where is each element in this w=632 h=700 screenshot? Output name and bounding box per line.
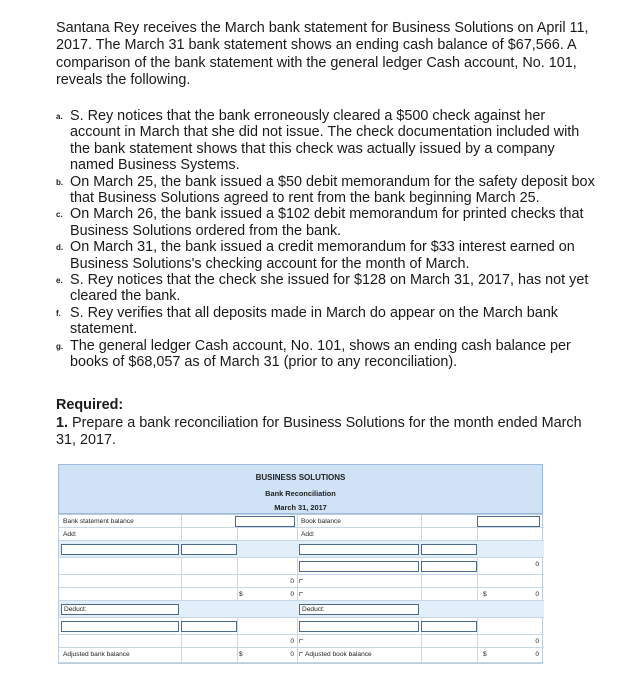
book-adjusted-currency: $ [483,651,487,658]
worksheet-row [59,648,544,663]
book-deduct-total-value: 0 [535,638,539,645]
book-add-amount-input[interactable] [421,561,477,572]
adjusted-bank-balance-label: Adjusted bank balance [63,651,130,658]
item-letter: a. [56,112,63,121]
worksheet-date: March 31, 2017 [274,503,327,512]
book-add-label: Add: [301,531,315,538]
problem-intro: Santana Rey receives the March bank statement for Business Solutions on April 11, 2017. The March 31 bank statement shows an ending cash balance of $67,566. A comparison of the bank statement with the general ledger Cash account, No. 101, reveals the following. [56,20,589,89]
book-deduct-description-input[interactable] [299,621,419,632]
tick-mark [299,639,303,643]
bank-deduct-description-input[interactable] [61,621,179,632]
book-add-description-input[interactable] [299,561,419,572]
bank-deduct-total-value: 0 [290,638,294,645]
item-letter: d. [56,243,64,253]
item-letter: e. [56,276,63,286]
book-subtotal-value: 0 [535,591,539,598]
bank-deduct-amount-input[interactable] [181,621,237,632]
item-text: On March 26, the bank issued a $102 debit memorandum for printed checks that Business Solutions ordered from the bank. [70,206,584,239]
adjusted-book-balance-label: Adjusted book balance [305,651,372,658]
list-item [56,305,596,338]
book-add-amount-input[interactable] [421,544,477,555]
worksheet-row [59,558,544,575]
problem-items-list [56,108,596,371]
book-balance-input[interactable] [477,516,540,527]
required-question [56,415,596,449]
bank-adjusted-currency: $ [239,651,243,658]
item-text: On March 25, the bank issued a $50 debit memorandum for the safety deposit box that Business Solutions agreed to rent from the bank beginning March 25. [70,173,595,207]
worksheet-grid [58,514,543,664]
list-item [56,108,596,174]
worksheet-row [59,618,544,635]
book-deduct-label: Deduct: [302,606,325,613]
tick-mark [299,652,303,656]
item-letter: g. [56,341,64,351]
worksheet-row [59,601,544,618]
item-text: S. Rey verifies that all deposits made in March do appear on the March bank statement. [70,304,558,338]
item-letter: b. [56,177,64,187]
bank-mid-value: 0 [290,591,294,598]
worksheet-row [59,588,544,601]
required-number: 1. [56,415,69,431]
required-heading: Required: [56,397,124,413]
bank-add-label: Add: [63,531,77,538]
bank-balance-input[interactable] [235,516,295,527]
tick-mark [299,592,303,596]
adjusted-book-balance-value: 0 [535,651,539,658]
list-item [56,206,596,239]
list-item [56,174,596,207]
worksheet-subtitle: Bank Reconciliation [265,489,336,498]
worksheet-row [59,635,544,648]
item-letter: c. [56,210,63,220]
worksheet-row [59,515,544,528]
bank-balance-label: Bank statement balance [63,518,134,525]
item-text: S. Rey notices that the check she issued for $128 on March 31, 2017, has not yet cleared the bank. [70,272,589,305]
list-item [56,239,596,272]
book-add-total-value: 0 [535,561,539,568]
bank-currency: $ [239,591,243,598]
worksheet-header [58,464,543,514]
book-add-description-input[interactable] [299,544,419,555]
bank-add-amount-input[interactable] [181,544,237,555]
bank-subtotal-value: 0 [290,578,294,585]
book-deduct-amount-input[interactable] [421,621,477,632]
book-balance-label: Book balance [301,518,341,525]
worksheet-row [59,541,544,558]
list-item [56,338,596,371]
item-text: The general ledger Cash account, No. 101, shows an ending cash balance per books of $68,057 as of March 31 (prior to any reconciliation). [70,337,571,371]
list-item [56,272,596,305]
item-letter: f. [56,308,61,318]
adjusted-bank-balance-value: 0 [290,651,294,658]
worksheet-company: BUSINESS SOLUTIONS [255,473,346,482]
item-text: S. Rey notices that the bank erroneously cleared a $500 check against her account in March that she did not issue. The check documentation included with the bank statement shows that this check was actually issued by a company named Business Systems. [70,108,580,174]
book-currency: $ [483,591,487,598]
worksheet-row [59,575,544,588]
item-text: On March 31, the bank issued a credit memorandum for $33 interest earned on Business Solutions's checking account for the month of March. [70,239,575,272]
tick-mark [299,579,303,583]
bank-reconciliation-worksheet [58,464,543,664]
required-text: Prepare a bank reconciliation for Business Solutions for the month ended March 31, 2017. [56,415,582,448]
bank-deduct-label: Deduct: [64,606,87,613]
bank-add-description-input[interactable] [61,544,179,555]
worksheet-row [59,528,544,541]
